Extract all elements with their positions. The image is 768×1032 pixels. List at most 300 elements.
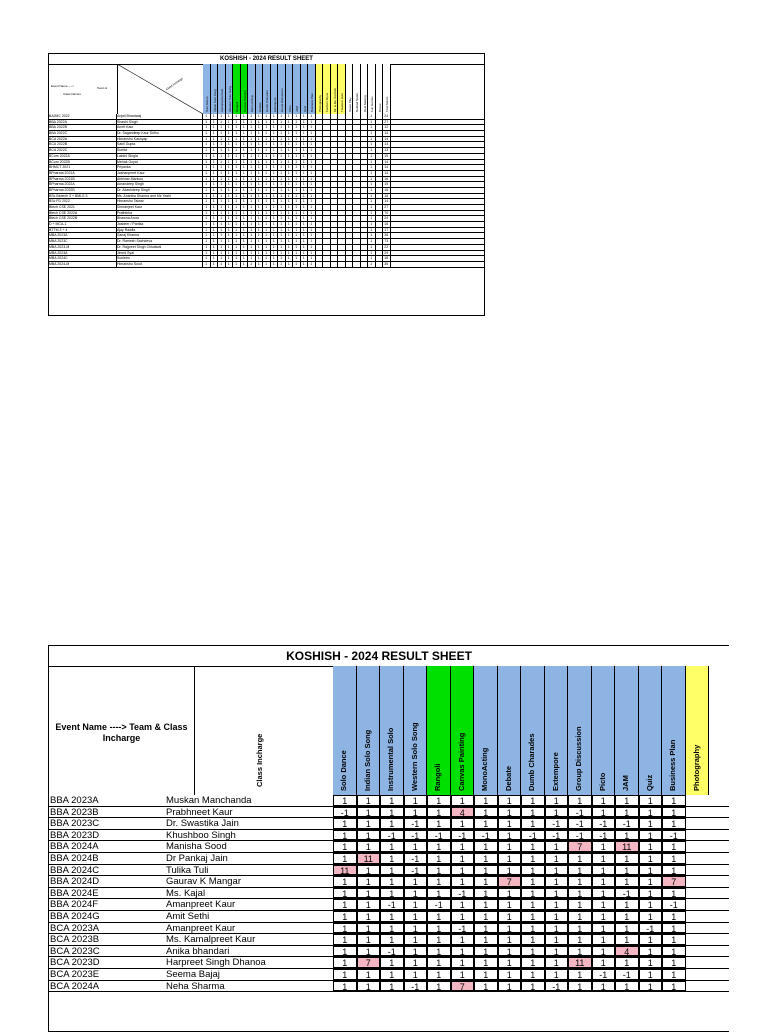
team-cell: BBA 2023A: [50, 795, 99, 806]
score-cell: 1: [568, 981, 592, 992]
score-cell: -1: [474, 830, 498, 841]
small-score-cell: 16: [383, 177, 391, 182]
small-score-cell: [376, 148, 384, 153]
small-score-cell: 1: [211, 148, 219, 153]
small-score-cell: 1: [308, 177, 316, 182]
small-score-cell: 1: [241, 171, 249, 176]
small-score-cell: 14: [383, 171, 391, 176]
small-score-cell: [323, 154, 331, 159]
small-score-cell: 1: [203, 245, 211, 250]
small-score-cell: [338, 205, 346, 210]
score-cell: 11: [568, 957, 592, 968]
small-score-cell: 1: [226, 114, 234, 119]
small-score-cell: 1: [278, 154, 286, 159]
score-cell: 1: [427, 853, 451, 864]
small-score-cell: [331, 194, 339, 199]
small-incharge-cell: Bhawna Arora: [117, 216, 203, 221]
small-score-cell: 1: [233, 216, 241, 221]
small-score-cell: [361, 125, 369, 130]
small-score-cell: 1: [218, 194, 226, 199]
small-score-cell: 1: [263, 256, 271, 261]
event-header: [592, 666, 616, 795]
small-score-cell: 1: [248, 114, 256, 119]
score-cell: 1: [357, 888, 381, 899]
small-score-cell: 15: [383, 182, 391, 187]
team-cell: BCA 2023C: [50, 945, 100, 957]
small-score-cell: 1: [203, 211, 211, 216]
incharge-cell: Anika bhandari: [166, 945, 230, 957]
small-score-cell: 1: [256, 222, 264, 227]
score-cell: 1: [498, 841, 522, 852]
event-header: [639, 666, 663, 795]
small-score-cell: [346, 137, 354, 142]
small-score-cell: [323, 165, 331, 170]
table-row: [49, 865, 729, 877]
small-score-cell: [331, 125, 339, 130]
small-score-cell: 1: [211, 182, 219, 187]
small-score-cell: 1: [256, 188, 264, 193]
small-score-cell: [376, 125, 384, 130]
small-score-cell: [338, 222, 346, 227]
small-score-cell: 1: [293, 256, 301, 261]
small-score-cell: [376, 142, 384, 147]
table-row: [49, 957, 729, 969]
score-cell: -1: [615, 969, 639, 980]
small-score-cell: 1: [271, 199, 279, 204]
score-cell: 1: [639, 888, 663, 899]
small-score-cell: 1: [211, 137, 219, 142]
small-score-cell: 36: [383, 233, 391, 238]
small-score-cell: 24: [383, 114, 391, 119]
small-score-cell: 1: [256, 233, 264, 238]
small-score-cell: 1: [218, 256, 226, 261]
score-cell: 1: [404, 957, 428, 968]
small-event-header-label: Bonus: [377, 103, 382, 112]
small-score-cell: 1: [256, 171, 264, 176]
score-cell: 1: [592, 795, 616, 806]
small-score-cell: 1: [203, 125, 211, 130]
small-score-cell: [331, 182, 339, 187]
small-score-cell: [338, 142, 346, 147]
small-score-cell: 1: [271, 114, 279, 119]
small-score-cell: [346, 171, 354, 176]
score-cell: 1: [498, 853, 522, 864]
small-score-cell: 1: [226, 222, 234, 227]
small-score-cell: [353, 182, 361, 187]
small-score-cell: [331, 188, 339, 193]
small-score-cell: 1: [218, 114, 226, 119]
small-score-cell: 1: [256, 131, 264, 136]
small-score-cell: 1: [271, 188, 279, 193]
score-cell: 1: [474, 795, 498, 806]
score-cell: 1: [404, 969, 428, 980]
small-score-cell: 1: [226, 171, 234, 176]
score-cell: 7: [498, 876, 522, 887]
score-cell: -1: [404, 818, 428, 829]
small-score-cell: 1: [241, 120, 249, 125]
score-cell: 1: [615, 934, 639, 945]
small-event-header: [301, 64, 309, 114]
small-result-sheet: [48, 53, 485, 316]
score-cell: -1: [592, 969, 616, 980]
small-score-cell: 1: [286, 120, 294, 125]
small-event-header: [278, 64, 286, 114]
small-score-cell: 1: [263, 137, 271, 142]
score-cell: 1: [357, 807, 381, 818]
score-cell: 1: [474, 865, 498, 876]
small-score-cell: [316, 228, 324, 233]
score-cell: 1: [662, 841, 686, 852]
small-score-cell: 1: [211, 120, 219, 125]
small-score-cell: 1: [256, 120, 264, 125]
score-cell: -1: [568, 818, 592, 829]
small-score-cell: 1: [226, 125, 234, 130]
score-cell: 1: [380, 807, 404, 818]
small-score-cell: 1: [263, 120, 271, 125]
event-header: [380, 666, 404, 795]
team-cell: BCA 2023E: [50, 968, 100, 980]
small-team-cell: BSc FD 2022: [49, 199, 117, 204]
small-score-cell: [346, 165, 354, 170]
small-score-cell: [361, 142, 369, 147]
small-score-cell: 1: [301, 194, 309, 199]
small-score-cell: 1: [308, 131, 316, 136]
score-cell: 1: [615, 876, 639, 887]
score-cell: -1: [592, 818, 616, 829]
score-cell: 1: [568, 934, 592, 945]
small-score-cell: [338, 228, 346, 233]
score-cell: 1: [380, 841, 404, 852]
score-cell: 1: [451, 946, 475, 957]
small-score-cell: 1: [271, 216, 279, 221]
small-event-header-label: Canvas Painting: [242, 90, 247, 112]
small-score-cell: 1: [218, 165, 226, 170]
score-cell: -1: [380, 830, 404, 841]
score-cell: 1: [639, 957, 663, 968]
large-sheet-title: KOSHISH - 2024 RESULT SHEET: [49, 646, 709, 667]
small-team-cell: BCom 2022A: [49, 154, 117, 159]
score-cell: -1: [568, 830, 592, 841]
small-score-cell: [338, 245, 346, 250]
score-cell: 1: [639, 841, 663, 852]
small-score-cell: [323, 120, 331, 125]
small-score-cell: 1: [368, 171, 376, 176]
event-header: [474, 666, 498, 795]
small-score-cell: 1: [241, 142, 249, 147]
score-cell: 1: [639, 981, 663, 992]
small-score-cell: 1: [218, 216, 226, 221]
score-cell: 1: [615, 830, 639, 841]
small-score-cell: 1: [203, 222, 211, 227]
small-score-cell: 1: [293, 131, 301, 136]
score-cell: -1: [662, 830, 686, 841]
small-score-cell: 1: [218, 120, 226, 125]
small-score-cell: 1: [233, 160, 241, 165]
small-score-cell: 1: [278, 211, 286, 216]
small-score-cell: 1: [278, 142, 286, 147]
small-score-cell: [376, 114, 384, 119]
small-score-cell: 1: [256, 148, 264, 153]
score-cell: 1: [545, 865, 569, 876]
score-cell: 1: [592, 876, 616, 887]
small-score-cell: [331, 171, 339, 176]
small-team-cell: BBA 2022B: [49, 125, 117, 130]
score-cell: -1: [380, 899, 404, 910]
small-score-cell: [338, 233, 346, 238]
score-cell: 1: [545, 899, 569, 910]
score-cell: -1: [427, 899, 451, 910]
small-score-cell: 1: [368, 239, 376, 244]
score-cell: 1: [333, 946, 357, 957]
small-event-header: [203, 64, 211, 114]
score-cell: 1: [568, 969, 592, 980]
small-score-cell: [323, 114, 331, 119]
small-incharge-cell: Mehak Goyal: [117, 160, 203, 165]
table-row: [49, 888, 729, 900]
small-class-names-label: Class Names: [63, 92, 81, 96]
small-score-cell: 1: [256, 205, 264, 210]
small-score-cell: 14: [383, 160, 391, 165]
score-cell: 1: [357, 946, 381, 957]
small-score-cell: 1: [256, 114, 264, 119]
small-score-cell: 1: [293, 160, 301, 165]
score-cell: 1: [474, 923, 498, 934]
small-score-cell: [331, 154, 339, 159]
score-cell: 1: [639, 830, 663, 841]
small-score-cell: [331, 256, 339, 261]
small-score-cell: 1: [211, 177, 219, 182]
incharge-cell: Gaurav K Mangar: [166, 876, 241, 887]
small-event-header-label: Total Marks: [385, 96, 389, 112]
small-score-cell: 1: [211, 205, 219, 210]
small-score-cell: 1: [248, 205, 256, 210]
score-cell: 1: [333, 853, 357, 864]
small-score-cell: [361, 256, 369, 261]
event-header-label: Canvas Painting: [456, 732, 466, 791]
event-header-label: Solo Dance: [339, 750, 349, 791]
small-score-cell: 1: [248, 171, 256, 176]
small-score-cell: [361, 194, 369, 199]
small-score-cell: 1: [301, 182, 309, 187]
small-score-cell: 1: [203, 239, 211, 244]
score-cell: 1: [662, 807, 686, 818]
small-score-cell: [346, 245, 354, 250]
small-score-cell: 1: [271, 165, 279, 170]
small-score-cell: 1: [256, 165, 264, 170]
score-cell: -1: [545, 981, 569, 992]
small-score-cell: [376, 256, 384, 261]
small-score-cell: 1: [368, 194, 376, 199]
small-score-cell: [346, 228, 354, 233]
small-score-cell: 1: [301, 205, 309, 210]
score-cell: 1: [474, 911, 498, 922]
small-score-cell: 1: [368, 211, 376, 216]
small-score-cell: 1: [263, 228, 271, 233]
score-cell: 1: [498, 899, 522, 910]
score-cell: 1: [404, 841, 428, 852]
small-incharge-cell: Himanshu Sood: [117, 262, 203, 267]
small-score-cell: [323, 148, 331, 153]
small-score-cell: 1: [211, 165, 219, 170]
small-score-cell: 18: [383, 256, 391, 261]
score-cell: 1: [380, 865, 404, 876]
score-cell: 1: [333, 795, 357, 806]
small-score-cell: [361, 205, 369, 210]
small-score-cell: 1: [308, 171, 316, 176]
small-score-cell: 1: [271, 171, 279, 176]
small-score-cell: [353, 114, 361, 119]
small-score-cell: 1: [226, 137, 234, 142]
score-cell: 1: [380, 934, 404, 945]
score-cell: 1: [427, 841, 451, 852]
small-score-cell: 1: [218, 188, 226, 193]
score-cell: 1: [498, 969, 522, 980]
small-score-cell: 1: [263, 216, 271, 221]
score-cell: 1: [498, 981, 522, 992]
small-score-cell: 1: [241, 182, 249, 187]
small-score-cell: 1: [248, 256, 256, 261]
small-score-cell: 1: [286, 182, 294, 187]
small-score-cell: 1: [263, 211, 271, 216]
score-cell: 1: [639, 946, 663, 957]
score-cell: 1: [427, 946, 451, 957]
small-score-cell: [316, 137, 324, 142]
small-score-cell: 1: [211, 211, 219, 216]
small-incharge-cell: Priyanka: [117, 165, 203, 170]
small-score-cell: 1: [308, 160, 316, 165]
small-score-cell: 1: [278, 222, 286, 227]
small-score-cell: 1: [263, 194, 271, 199]
small-score-cell: 1: [263, 154, 271, 159]
small-score-cell: 1: [203, 154, 211, 159]
small-score-cell: 1: [286, 199, 294, 204]
score-cell: 1: [615, 923, 639, 934]
small-score-cell: 1: [203, 199, 211, 204]
small-score-cell: 14: [383, 131, 391, 136]
small-sheet-header-left: [49, 64, 118, 114]
small-score-cell: [361, 216, 369, 221]
small-score-cell: 1: [293, 165, 301, 170]
small-score-cell: [353, 165, 361, 170]
score-cell: 7: [357, 957, 381, 968]
small-score-cell: 1: [241, 262, 249, 267]
small-score-cell: 1: [286, 142, 294, 147]
score-cell: 1: [333, 969, 357, 980]
score-cell: -1: [404, 830, 428, 841]
small-score-cell: [316, 188, 324, 193]
small-score-cell: 1: [301, 239, 309, 244]
small-score-cell: 1: [203, 165, 211, 170]
small-incharge-cell: Prathibha: [117, 211, 203, 216]
event-header: [333, 666, 357, 795]
small-score-cell: 1: [256, 245, 264, 250]
small-score-cell: 1: [256, 251, 264, 256]
small-score-cell: [361, 188, 369, 193]
small-score-cell: [323, 222, 331, 227]
small-score-cell: [331, 165, 339, 170]
small-score-cell: [376, 171, 384, 176]
small-team-cell: MBA 2024A: [49, 251, 117, 256]
small-score-cell: 1: [301, 137, 309, 142]
score-cell: 1: [474, 969, 498, 980]
small-event-header: [361, 64, 369, 114]
small-score-cell: 1: [226, 251, 234, 256]
small-score-cell: [346, 205, 354, 210]
small-incharge-cell: Sanaj Khanna: [117, 233, 203, 238]
incharge-cell: Ms. Kajal: [166, 887, 206, 899]
small-score-cell: [316, 194, 324, 199]
small-score-cell: 1: [301, 188, 309, 193]
small-event-header-label: Fun Games: [370, 96, 374, 112]
small-score-cell: 1: [218, 239, 226, 244]
score-cell: -1: [404, 865, 428, 876]
event-header: [498, 666, 522, 795]
large-sheet-rows: [49, 795, 729, 992]
small-score-cell: [331, 216, 339, 221]
score-cell: 1: [545, 853, 569, 864]
small-score-cell: [323, 205, 331, 210]
score-cell: 1: [545, 807, 569, 818]
large-result-sheet: [48, 645, 729, 1032]
small-score-cell: 1: [233, 137, 241, 142]
small-score-cell: [361, 245, 369, 250]
small-score-cell: 1: [278, 160, 286, 165]
small-score-cell: 1: [256, 199, 264, 204]
small-score-cell: 1: [301, 160, 309, 165]
small-score-cell: 17: [383, 228, 391, 233]
small-score-cell: 1: [218, 148, 226, 153]
small-score-cell: [323, 228, 331, 233]
small-score-cell: 1: [286, 233, 294, 238]
small-score-cell: 1: [308, 233, 316, 238]
small-score-cell: 1: [241, 228, 249, 233]
small-score-cell: [361, 171, 369, 176]
small-event-header: [233, 64, 241, 114]
team-cell: BCA 2023D: [50, 957, 100, 968]
small-score-cell: 1: [218, 182, 226, 187]
small-score-cell: 1: [233, 188, 241, 193]
small-score-cell: 1: [271, 233, 279, 238]
team-cell: BCA 2024A: [50, 980, 100, 992]
small-score-cell: 1: [218, 233, 226, 238]
small-score-cell: [316, 177, 324, 182]
small-score-cell: [338, 256, 346, 261]
small-score-cell: [338, 177, 346, 182]
small-score-cell: 1: [286, 251, 294, 256]
score-cell: 1: [451, 957, 475, 968]
score-cell: 1: [615, 807, 639, 818]
small-event-header: [271, 64, 279, 114]
small-score-cell: 1: [241, 205, 249, 210]
small-score-cell: 1: [211, 194, 219, 199]
small-score-cell: 1: [248, 251, 256, 256]
score-cell: 1: [639, 911, 663, 922]
score-cell: -1: [592, 830, 616, 841]
score-cell: 1: [474, 853, 498, 864]
small-score-cell: 1: [278, 228, 286, 233]
small-score-cell: [338, 199, 346, 204]
small-score-cell: 1: [233, 199, 241, 204]
small-score-cell: 1: [278, 120, 286, 125]
event-header-label: Picto: [597, 772, 607, 791]
small-score-cell: 1: [286, 188, 294, 193]
score-cell: 1: [568, 946, 592, 957]
score-cell: 1: [474, 899, 498, 910]
score-cell: 1: [662, 969, 686, 980]
small-score-cell: 1: [308, 262, 316, 267]
small-score-cell: 1: [263, 125, 271, 130]
score-cell: 1: [662, 946, 686, 957]
